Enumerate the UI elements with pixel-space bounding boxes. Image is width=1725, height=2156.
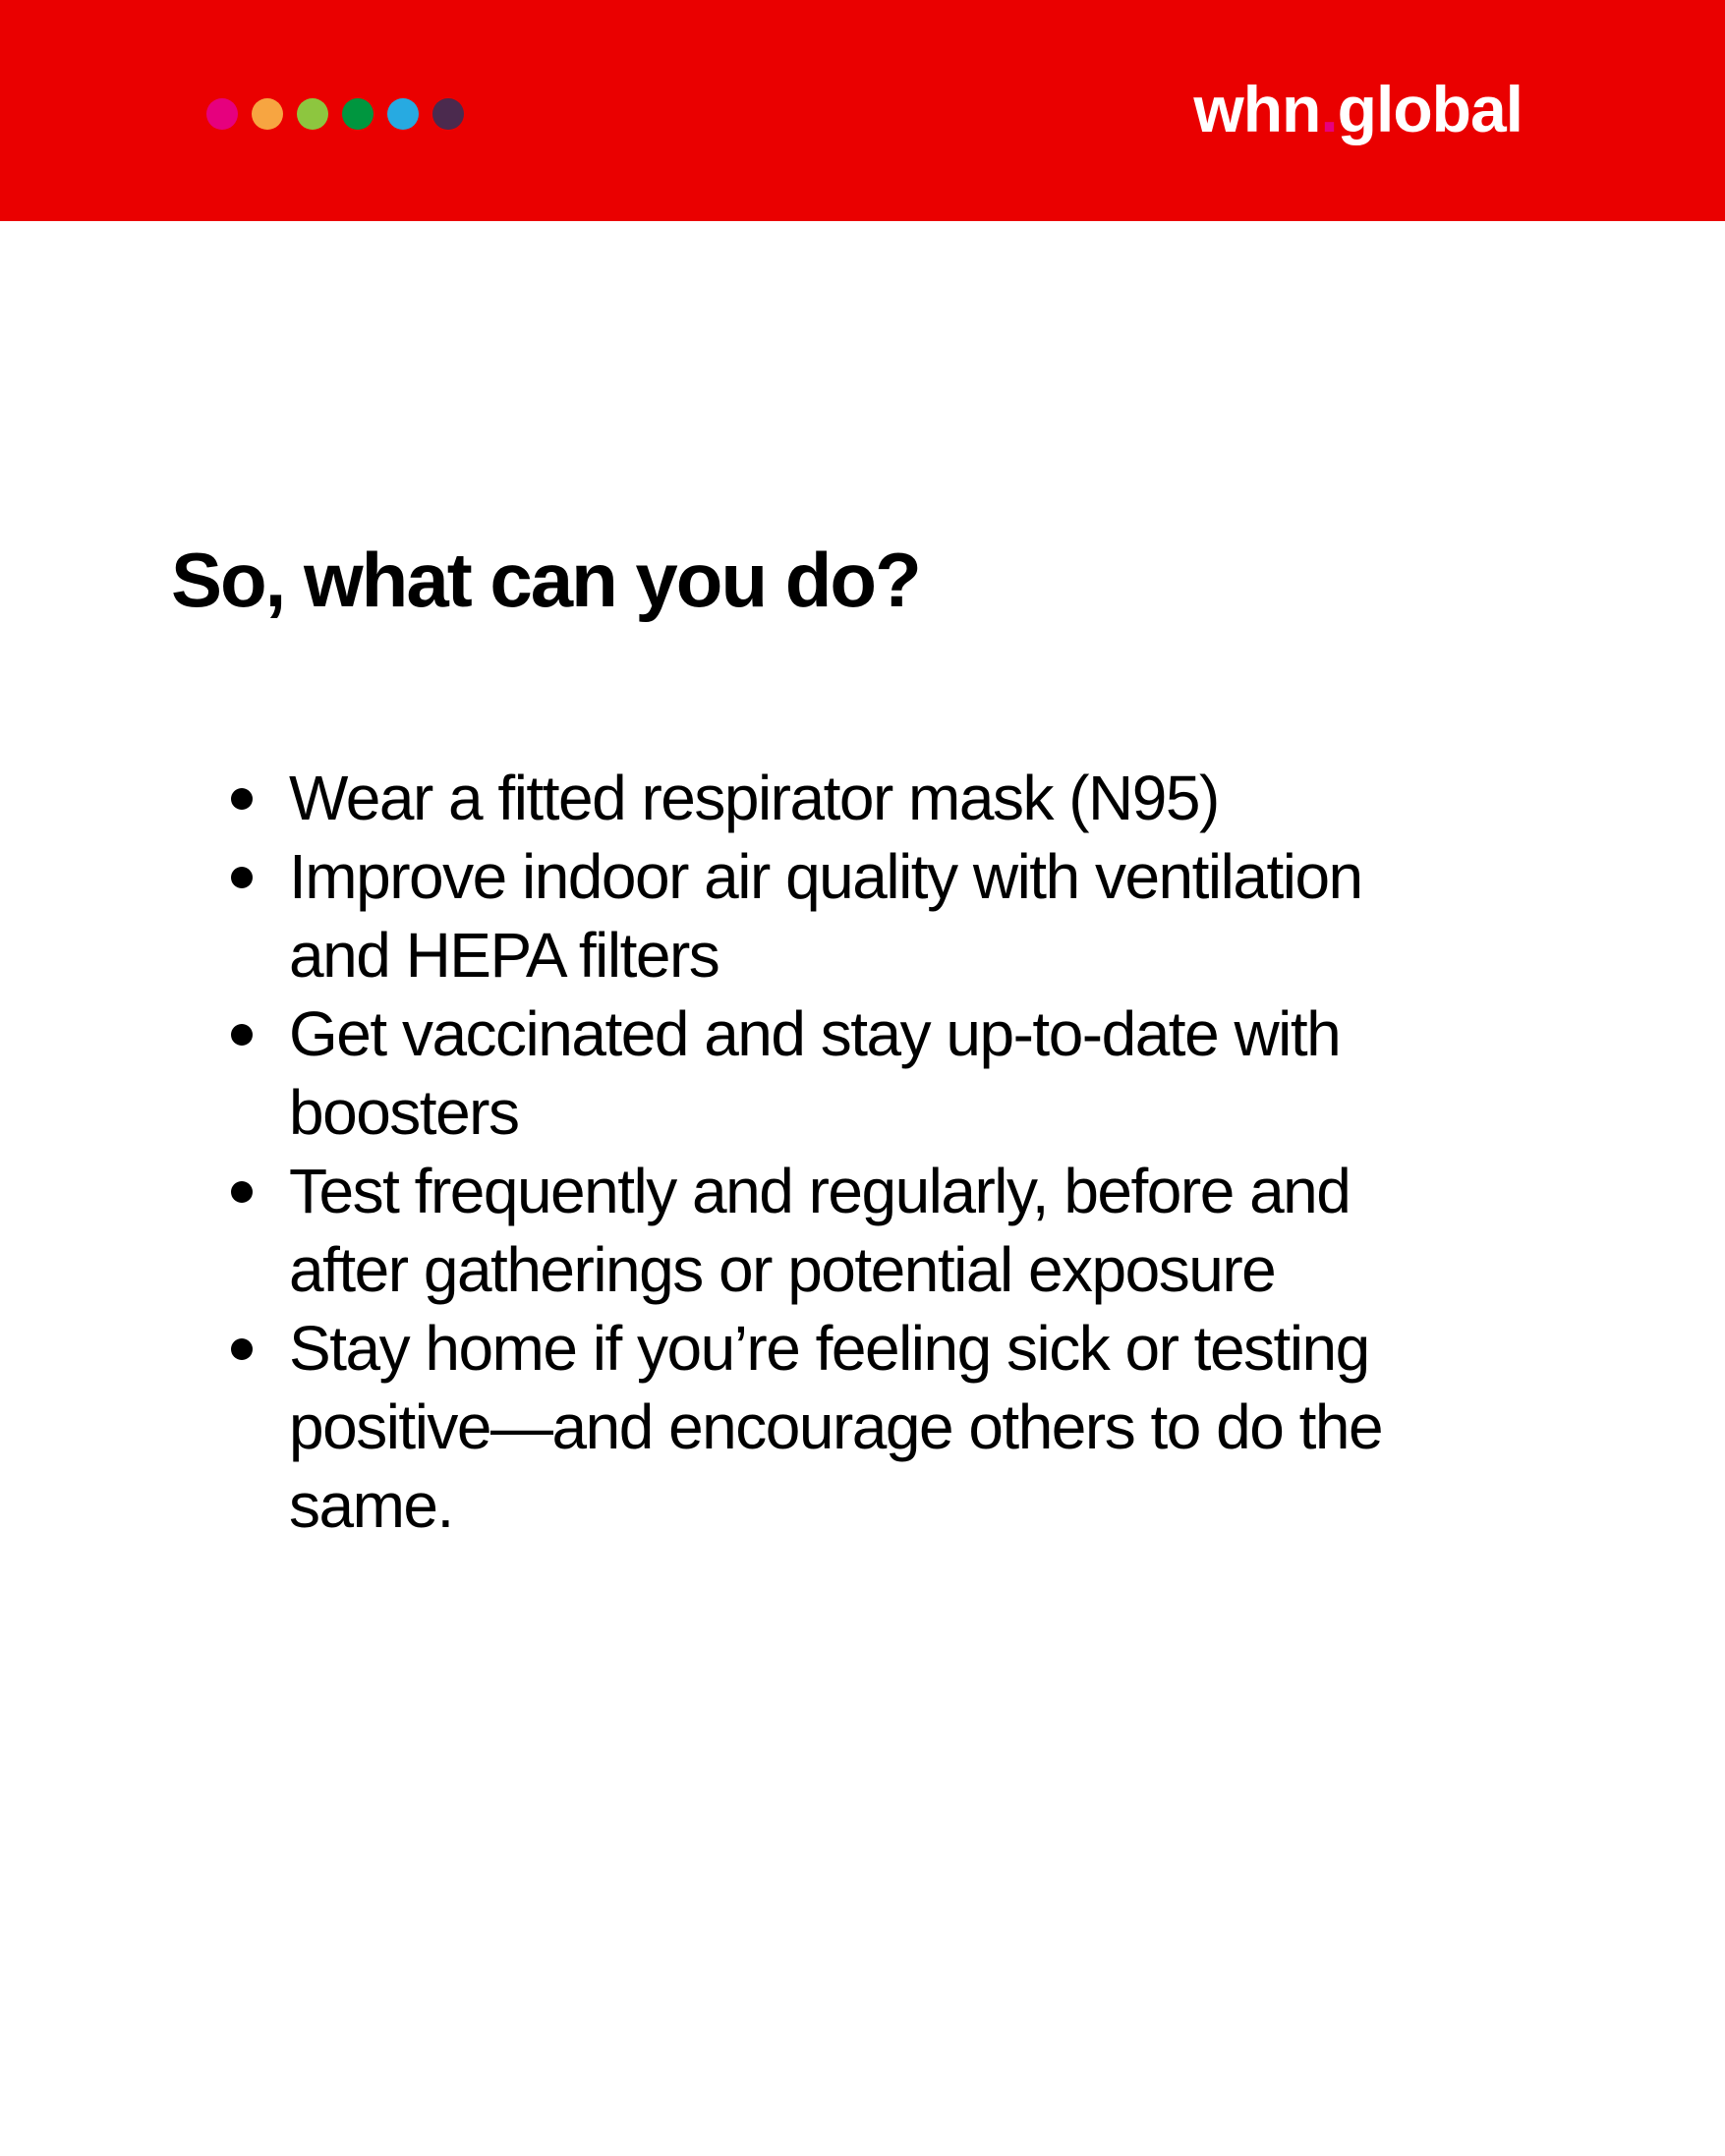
bullet-icon xyxy=(231,1024,253,1046)
magenta-dot xyxy=(206,98,238,130)
header-banner xyxy=(0,0,1725,221)
lime-dot xyxy=(297,98,328,130)
logo-dot: . xyxy=(1320,73,1338,145)
list-item-text: Improve indoor air quality with ventilation xyxy=(289,841,1362,912)
list-item-text: after gatherings or potential exposure xyxy=(289,1234,1276,1305)
list-item-text: positive—and encourage others to do the xyxy=(289,1391,1383,1462)
list-item xyxy=(226,1309,1533,1545)
list-item-text: Get vaccinated and stay up-to-date with xyxy=(289,998,1341,1069)
bullet-icon xyxy=(231,1338,253,1360)
blue-dot xyxy=(387,98,419,130)
list-item xyxy=(226,994,1533,1152)
logo-text-global: global xyxy=(1337,73,1523,145)
list-item-text: boosters xyxy=(289,1077,519,1148)
list-item-text: Test frequently and regularly, before and xyxy=(289,1156,1351,1226)
orange-dot xyxy=(252,98,283,130)
list-item xyxy=(226,759,1533,837)
brand-logo xyxy=(1193,73,1523,145)
tips-list xyxy=(226,759,1533,1545)
list-item xyxy=(226,837,1533,994)
bullet-icon xyxy=(231,1181,253,1203)
purple-dot xyxy=(432,98,464,130)
list-item xyxy=(226,1152,1533,1309)
color-dots xyxy=(206,98,464,130)
page-title: So, what can you do? xyxy=(171,537,920,623)
bullet-icon xyxy=(231,867,253,888)
list-item-text: and HEPA filters xyxy=(289,920,719,991)
bullet-icon xyxy=(231,788,253,810)
logo-text-whn: whn xyxy=(1193,73,1321,145)
list-item-text: same. xyxy=(289,1470,453,1541)
list-item-text: Stay home if you’re feeling sick or testing xyxy=(289,1313,1369,1384)
list-item-text: Wear a fitted respirator mask (N95) xyxy=(289,763,1219,833)
green-dot xyxy=(342,98,374,130)
